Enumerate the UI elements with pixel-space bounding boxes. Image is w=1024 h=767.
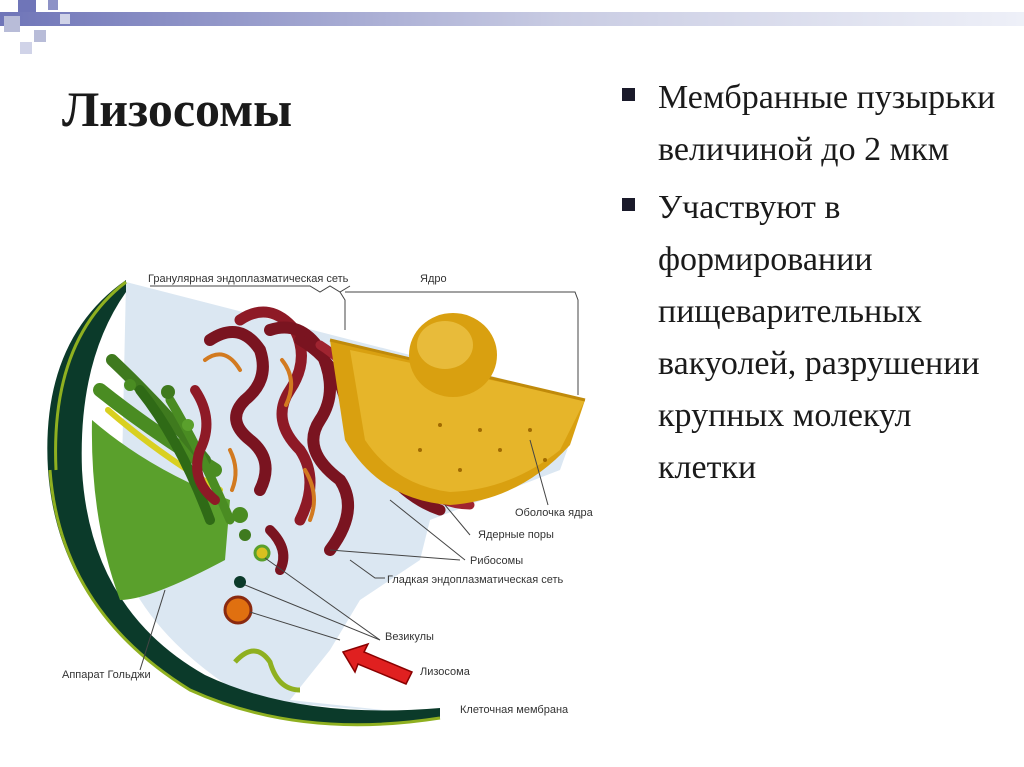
red-arrow-icon	[343, 644, 412, 684]
label-lysosome: Лизосома	[420, 666, 470, 678]
square-bullet-icon	[622, 88, 635, 101]
bullet-item	[622, 72, 1012, 176]
label-ribosomes: Рибосомы	[470, 555, 524, 567]
label-nuclear-pores: Ядерные поры	[478, 529, 554, 541]
label-smooth-er: Гладкая эндоплазматическая сеть	[387, 574, 564, 586]
bullet-list	[622, 72, 1012, 494]
bullet-text: Мембранные пузырьки величиной до 2 мкм	[658, 79, 996, 168]
slide-title: Лизосомы	[62, 81, 293, 137]
lysosome	[225, 597, 251, 623]
label-granular-er: Гранулярная эндоплазматическая сеть	[148, 273, 349, 285]
vesicle	[255, 546, 269, 560]
corner-squares-decor	[0, 0, 80, 60]
bullet-item	[622, 182, 1012, 494]
label-golgi: Аппарат Гольджи	[62, 669, 151, 681]
label-nucleus: Ядро	[420, 273, 447, 285]
bullet-text: Участвуют в формировании пищеварительных вакуолей, разрушении крупных молекул клетки	[658, 189, 980, 486]
top-decor-band	[0, 12, 1024, 26]
label-nuclear-envelope: Оболочка ядра	[515, 507, 593, 519]
label-vesicles: Везикулы	[385, 631, 434, 643]
square-bullet-icon	[622, 198, 635, 211]
cell-diagram	[0, 250, 620, 750]
vesicle	[234, 576, 246, 588]
label-cell-membrane: Клеточная мембрана	[460, 704, 569, 716]
